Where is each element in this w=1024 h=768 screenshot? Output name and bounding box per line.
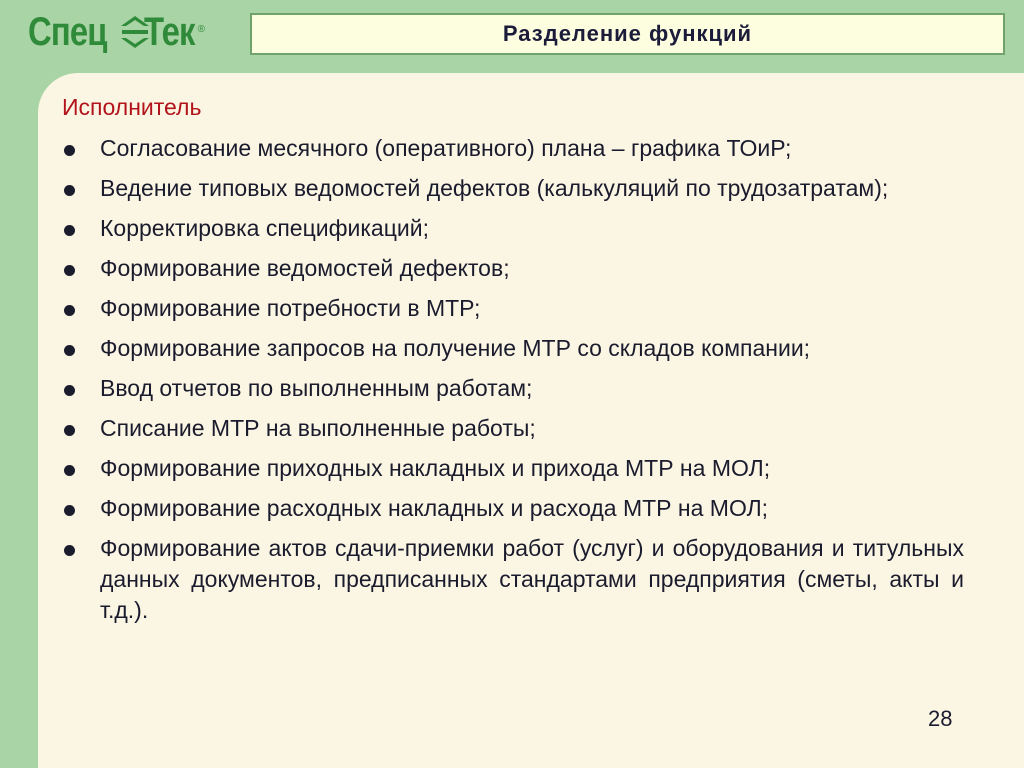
bullet-icon [64, 545, 75, 556]
list-item [62, 133, 964, 164]
list-item-text: Ведение типовых ведомостей дефектов (калькуляций по трудозатратам); [100, 175, 889, 201]
list-item [62, 413, 964, 444]
list-item-text: Формирование ведомостей дефектов; [100, 255, 510, 281]
list-item-text: Согласование месячного (оперативного) плана – графика ТОиР; [100, 135, 792, 161]
company-logo [28, 6, 204, 58]
list-item [62, 293, 964, 324]
slide-title-box [250, 13, 1005, 55]
list-item [62, 493, 964, 524]
bullet-icon [64, 305, 75, 316]
logo-registered-mark: ® [197, 24, 204, 35]
logo-word-tek: Тек [143, 10, 195, 54]
bullet-icon [64, 145, 75, 156]
list-item-text: Формирование расходных накладных и расхода МТР на МОЛ; [100, 495, 769, 521]
list-item-text: Формирование приходных накладных и прихода МТР на МОЛ; [100, 455, 771, 481]
bullet-icon [64, 265, 75, 276]
list-item [62, 333, 964, 364]
slide-title: Разделение функций [502, 21, 753, 46]
list-item-text: Корректировка спецификаций; [100, 215, 429, 241]
list-item-text: Формирование потребности в МТР; [100, 295, 481, 321]
bullet-icon [64, 225, 75, 236]
function-list [62, 133, 964, 635]
logo-word-spec: Спец [28, 10, 107, 54]
list-item [62, 533, 964, 626]
bullet-icon [64, 425, 75, 436]
section-heading: Исполнитель [62, 94, 202, 120]
list-item-text: Ввод отчетов по выполненным работам; [100, 375, 533, 401]
list-item [62, 253, 964, 284]
bullet-icon [64, 345, 75, 356]
bullet-icon [64, 185, 75, 196]
bullet-icon [64, 385, 75, 396]
list-item [62, 213, 964, 244]
list-item [62, 173, 964, 204]
list-item-text: Формирование запросов на получение МТР со складов компании; [100, 335, 811, 361]
bullet-icon [64, 465, 75, 476]
bullet-icon [64, 505, 75, 516]
list-item [62, 453, 964, 484]
list-item-text: Формирование актов сдачи-приемки работ (услуг) и оборудования и титульных данных документов, предписанных стандартами предприятия (сметы, акты и т.д.). [100, 535, 964, 623]
list-item-text: Списание МТР на выполненные работы; [100, 415, 536, 441]
page-number: 28 [928, 706, 953, 731]
list-item [62, 373, 964, 404]
